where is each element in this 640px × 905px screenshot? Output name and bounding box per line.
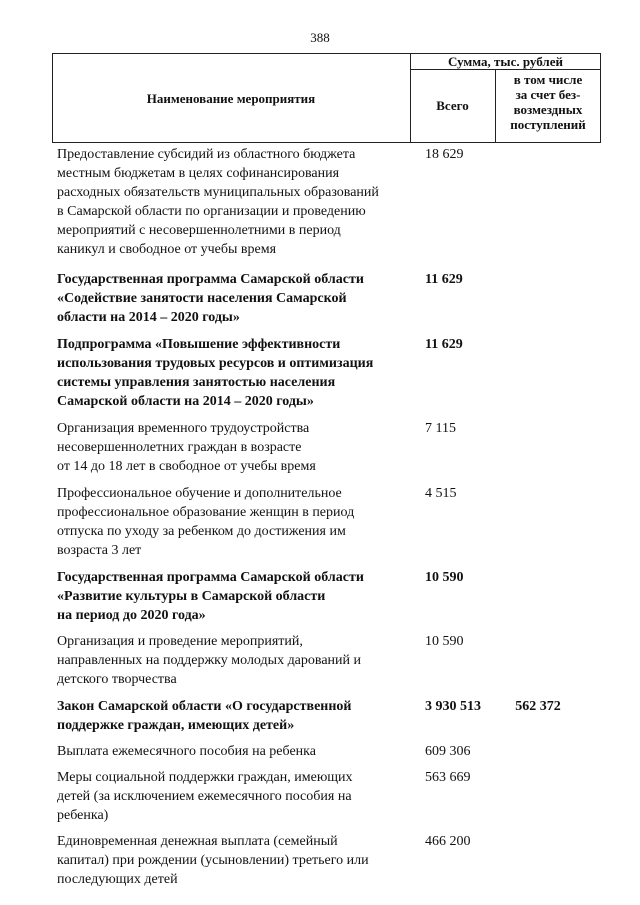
row-name bbox=[57, 335, 405, 411]
row-name-line: отпуска по уходу за ребенком до достижения им bbox=[57, 524, 346, 539]
table-row bbox=[57, 742, 617, 761]
row-name-line: системы управления занятостью населения bbox=[57, 375, 336, 390]
row-name bbox=[57, 270, 405, 327]
row-name-line: «Развитие культуры в Самарской области bbox=[57, 589, 326, 604]
header-col-grant-line: поступлений bbox=[510, 117, 586, 132]
table-row bbox=[57, 419, 617, 476]
row-name bbox=[57, 697, 405, 735]
row-total: 7 115 bbox=[425, 421, 456, 436]
row-name-line: Предоставление субсидий из областного бюджета bbox=[57, 147, 356, 162]
header-col-grant bbox=[495, 72, 601, 132]
row-name-line: Государственная программа Самарской области bbox=[57, 272, 364, 287]
row-name-line: каникул и свободное от учебы время bbox=[57, 242, 277, 257]
table-row bbox=[57, 335, 617, 411]
table-row bbox=[57, 832, 617, 889]
row-grant: 562 372 bbox=[515, 699, 561, 714]
row-name-line: «Содействие занятости населения Самарской bbox=[57, 291, 347, 306]
row-name bbox=[57, 145, 405, 259]
row-name-line: поддержке граждан, имеющих детей» bbox=[57, 718, 295, 733]
row-grant bbox=[493, 568, 583, 625]
row-name-line: детского творчества bbox=[57, 672, 177, 687]
row-grant bbox=[493, 832, 583, 889]
row-name bbox=[57, 768, 405, 825]
header-col-grant-line: в том числе bbox=[513, 72, 583, 87]
row-name-line: несовершеннолетних граждан в возрасте bbox=[57, 440, 302, 455]
row-grant bbox=[493, 742, 583, 761]
row-total: 10 590 bbox=[425, 634, 464, 649]
page-number: 388 bbox=[310, 30, 330, 45]
row-total: 11 629 bbox=[425, 272, 463, 287]
row-name-line: Единовременная денежная выплата (семейный bbox=[57, 834, 338, 849]
table-row bbox=[57, 145, 617, 259]
table-row bbox=[57, 768, 617, 825]
row-total: 563 669 bbox=[425, 770, 471, 785]
row-name-line: Меры социальной поддержки граждан, имеющих bbox=[57, 770, 353, 785]
header-bottom-border bbox=[52, 142, 601, 143]
header-col-name: Наименование мероприятия bbox=[146, 91, 316, 106]
row-name-line: ребенка) bbox=[57, 808, 109, 823]
row-name-line: расходных обязательств муниципальных образований bbox=[57, 185, 379, 200]
row-name-line: использования трудовых ресурсов и оптимизация bbox=[57, 356, 374, 371]
row-name-line: Подпрограмма «Повышение эффективности bbox=[57, 337, 341, 352]
row-name-line: Государственная программа Самарской области bbox=[57, 570, 364, 585]
row-grant bbox=[493, 419, 583, 476]
row-total: 3 930 513 bbox=[425, 699, 481, 714]
row-total: 11 629 bbox=[425, 337, 463, 352]
row-name bbox=[57, 832, 405, 889]
row-grant bbox=[493, 270, 583, 327]
row-name bbox=[57, 484, 405, 560]
table-row bbox=[57, 632, 617, 689]
row-name bbox=[57, 742, 405, 761]
header-sum-underline bbox=[410, 69, 601, 70]
table-header bbox=[52, 53, 601, 143]
row-name-line: области на 2014 – 2020 годы» bbox=[57, 310, 240, 325]
row-grant bbox=[493, 145, 583, 259]
row-name-line: направленных на поддержку молодых дарований и bbox=[57, 653, 362, 668]
row-grant bbox=[493, 335, 583, 411]
row-name bbox=[57, 632, 405, 689]
row-name-line: профессиональное образование женщин в период bbox=[57, 505, 355, 520]
table-body bbox=[57, 145, 617, 889]
row-name-line: Профессиональное обучение и дополнительное bbox=[57, 486, 342, 501]
table-row bbox=[57, 568, 617, 625]
row-name-line: местным бюджетам в целях софинансирования bbox=[57, 166, 340, 181]
row-total: 18 629 bbox=[425, 147, 464, 162]
row-name-line: Закон Самарской области «О государственной bbox=[57, 699, 352, 714]
row-name-line: на период до 2020 года» bbox=[57, 608, 206, 623]
header-col-total: Всего bbox=[436, 98, 469, 113]
row-name bbox=[57, 568, 405, 625]
row-total: 609 306 bbox=[425, 744, 471, 759]
row-grant bbox=[493, 632, 583, 689]
row-name-line: мероприятий с несовершеннолетними в период bbox=[57, 223, 341, 238]
row-name-line: в Самарской области по организации и проведению bbox=[57, 204, 366, 219]
table-row bbox=[57, 270, 617, 327]
row-total: 466 200 bbox=[425, 834, 471, 849]
row-name bbox=[57, 419, 405, 476]
row-name-line: Самарской области на 2014 – 2020 годы» bbox=[57, 394, 314, 409]
row-total: 10 590 bbox=[425, 570, 464, 585]
row-name-line: Выплата ежемесячного пособия на ребенка bbox=[57, 744, 316, 759]
header-col-grant-line: за счет без- bbox=[515, 87, 581, 102]
row-name-line: последующих детей bbox=[57, 872, 178, 887]
row-name-line: детей (за исключением ежемесячного пособия на bbox=[57, 789, 352, 804]
row-name-line: от 14 до 18 лет в свободное от учебы время bbox=[57, 459, 316, 474]
row-grant bbox=[493, 768, 583, 825]
table-row bbox=[57, 484, 617, 560]
row-name-line: Организация и проведение мероприятий, bbox=[57, 634, 303, 649]
row-name-line: капитал) при рождении (усыновлении) третьего или bbox=[57, 853, 369, 868]
row-grant bbox=[493, 484, 583, 560]
row-total: 4 515 bbox=[425, 486, 457, 501]
row-name-line: возраста 3 лет bbox=[57, 543, 142, 558]
header-sum-group: Сумма, тыс. рублей bbox=[448, 54, 563, 69]
header-col-grant-line: возмездных bbox=[513, 102, 583, 117]
table-row bbox=[57, 697, 617, 735]
row-name-line: Организация временного трудоустройства bbox=[57, 421, 310, 436]
